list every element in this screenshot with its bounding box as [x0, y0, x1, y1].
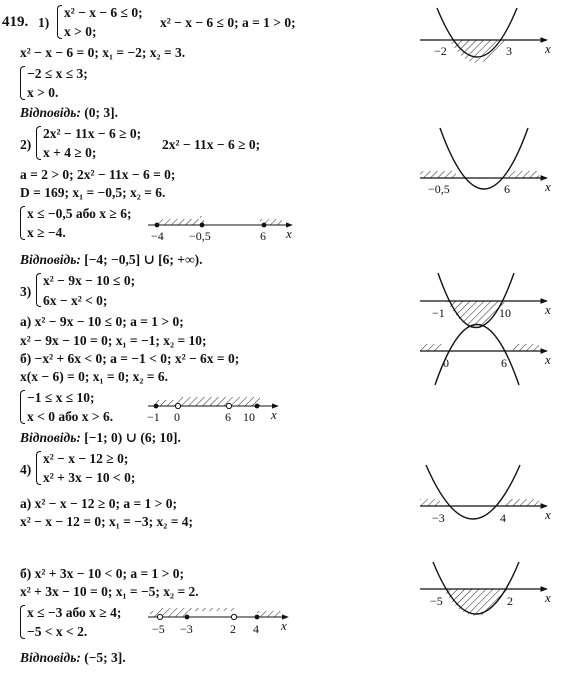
axis-label: x	[545, 352, 551, 367]
tick-label: −3	[180, 622, 193, 636]
filled-point	[255, 404, 260, 409]
p4-parabola-graph-b	[420, 562, 551, 616]
tick-label: 2	[230, 622, 236, 636]
p3-system-line-1: x² − 9x − 10 ≤ 0;	[43, 273, 136, 288]
tick-label: −5	[152, 622, 165, 636]
hatched-region	[443, 589, 509, 616]
open-point	[226, 403, 231, 408]
root-label: −5	[430, 594, 443, 608]
problem-number: 419.	[2, 14, 29, 30]
hatched-region	[157, 219, 204, 225]
p1-result-line-2: x > 0.	[27, 85, 59, 100]
p4-a-line: а) x² − x − 12 ≥ 0; a = 1 > 0;	[20, 496, 177, 511]
axis-label: x	[286, 226, 292, 241]
tick-label: 10	[243, 410, 255, 424]
axis-label: x	[281, 618, 287, 633]
answer-value: (0; 3].	[80, 105, 118, 120]
tick-label: −4	[151, 229, 164, 243]
root-label: −2	[434, 44, 447, 58]
p2-number-line	[148, 216, 292, 243]
filled-point	[255, 615, 260, 620]
axis-label: x	[271, 407, 277, 422]
root-label: 0	[443, 356, 449, 370]
root-label: 6	[504, 182, 510, 196]
p4-number-line	[148, 608, 288, 636]
root-label: 10	[499, 306, 511, 320]
tick-label: 6	[260, 229, 266, 243]
filled-point	[154, 404, 159, 409]
p2-condition: 2x² − 11x − 6 ≥ 0;	[162, 137, 261, 152]
root-label: −3	[432, 511, 445, 525]
p3-result-line-2: x < 0 або x > 6.	[27, 409, 114, 424]
part-4-number: 4)	[20, 462, 32, 477]
axis-label: x	[545, 302, 551, 317]
p2-line-1: a = 2 > 0; 2x² − 11x − 6 = 0;	[20, 167, 176, 182]
answer-label: Відповідь:	[20, 105, 81, 120]
answer-label: Відповідь:	[20, 252, 81, 267]
p4-result-line-1: x ≤ −3 або x ≥ 4;	[27, 605, 122, 620]
tick-label: 0	[174, 410, 180, 424]
p3-a-equation: x² − 9x − 10 = 0; x₁ = −1; x₂ = 10;	[20, 333, 207, 348]
tick-label: 6	[225, 410, 231, 424]
root-label: 3	[506, 44, 512, 58]
axis-label: x	[545, 41, 551, 56]
p4-system-line-1: x² − x − 12 ≥ 0;	[43, 451, 129, 466]
p1-condition: x² − x − 6 ≤ 0; a = 1 > 0;	[160, 15, 296, 30]
p3-result-line-1: −1 ≤ x ≤ 10;	[27, 390, 95, 405]
p1-system-line-2: x > 0;	[64, 24, 97, 39]
p4-a-equation: x² − x − 12 = 0; x₁ = −3; x₂ = 4;	[20, 514, 194, 529]
p4-result-line-2: −5 < x < 2.	[27, 624, 88, 639]
root-label: 6	[501, 356, 507, 370]
hatched-region	[513, 344, 539, 351]
filled-point	[262, 223, 267, 228]
open-point	[231, 614, 236, 619]
hatched-region	[420, 344, 442, 351]
hatched-region	[156, 400, 178, 406]
tick-label: −1	[147, 410, 160, 424]
hatched-region	[505, 499, 539, 506]
hatched-region	[257, 611, 281, 617]
root-label: 4	[500, 511, 506, 525]
p2-result-line-1: x ≤ −0,5 або x ≥ 6;	[27, 206, 132, 221]
p2-result-line-2: x ≥ −4.	[27, 225, 66, 240]
open-point	[157, 614, 162, 619]
filled-point	[185, 615, 190, 620]
p2-line-2: D = 169; x₁ = −0,5; x₂ = 6.	[20, 185, 166, 200]
p3-a-line: а) x² − 9x − 10 ≤ 0; a = 1 > 0;	[20, 314, 184, 329]
open-point	[175, 403, 180, 408]
p3-number-line	[147, 397, 278, 424]
part-3-number: 3)	[20, 284, 32, 299]
p4-system-line-2: x² + 3x − 10 < 0;	[43, 470, 136, 485]
root-label: −1	[432, 306, 445, 320]
p3-b-line: б) −x² + 6x < 0; a = −1 < 0; x² − 6x = 0;	[20, 351, 240, 366]
p3-parabola-graph-b	[420, 325, 551, 386]
p1-system-line-1: x² − x − 6 ≤ 0;	[64, 5, 143, 20]
p3-b-equation: x(x − 6) = 0; x₁ = 0; x₂ = 6.	[20, 369, 168, 384]
p2-system-line-2: x + 4 ≥ 0;	[43, 145, 97, 160]
axis-label: x	[545, 507, 551, 522]
tick-label: −0,5	[189, 229, 211, 243]
parabola	[440, 128, 528, 189]
answer-label: Відповідь:	[20, 650, 81, 665]
p1-parabola-graph	[420, 8, 551, 63]
part-1-number: 1)	[38, 15, 50, 30]
p4-parabola-graph-a	[420, 465, 551, 525]
answer-value: [−1; 0) ∪ (6; 10].	[80, 430, 181, 445]
hatched-region	[509, 171, 539, 178]
p3-parabola-graph-a	[420, 273, 551, 329]
root-label: −0,5	[428, 182, 450, 196]
answer-value: [−4; −0,5] ∪ [6; +∞).	[80, 252, 203, 267]
hatched-region	[178, 397, 260, 406]
filled-point	[200, 223, 205, 228]
part-2-number: 2)	[20, 137, 32, 152]
p2-system-line-1: 2x² − 11x − 6 ≥ 0;	[43, 126, 142, 141]
filled-point	[155, 223, 160, 228]
hatched-region	[420, 171, 456, 178]
answer-value: (−5; 3].	[80, 650, 126, 665]
p3-system-line-2: 6x − x² < 0;	[43, 293, 108, 308]
hatched-region	[449, 40, 505, 63]
p1-equation: x² − x − 6 = 0; x₁ = −2; x₂ = 3.	[20, 45, 186, 60]
hatched-region	[157, 608, 234, 611]
axis-label: x	[545, 179, 551, 194]
p2-parabola-graph	[420, 128, 551, 196]
answer-label: Відповідь:	[20, 430, 81, 445]
parabola	[435, 325, 519, 386]
axis-label: x	[545, 590, 551, 605]
tick-label: 4	[253, 622, 259, 636]
root-label: 2	[507, 594, 513, 608]
hatched-region	[150, 611, 188, 617]
p4-b-line: б) x² + 3x − 10 < 0; a = 1 > 0;	[20, 566, 184, 581]
p1-result-line-1: −2 ≤ x ≤ 3;	[27, 66, 88, 81]
hatched-region	[420, 499, 440, 506]
p4-b-equation: x² + 3x − 10 = 0; x₁ = −5; x₂ = 2.	[20, 584, 199, 599]
